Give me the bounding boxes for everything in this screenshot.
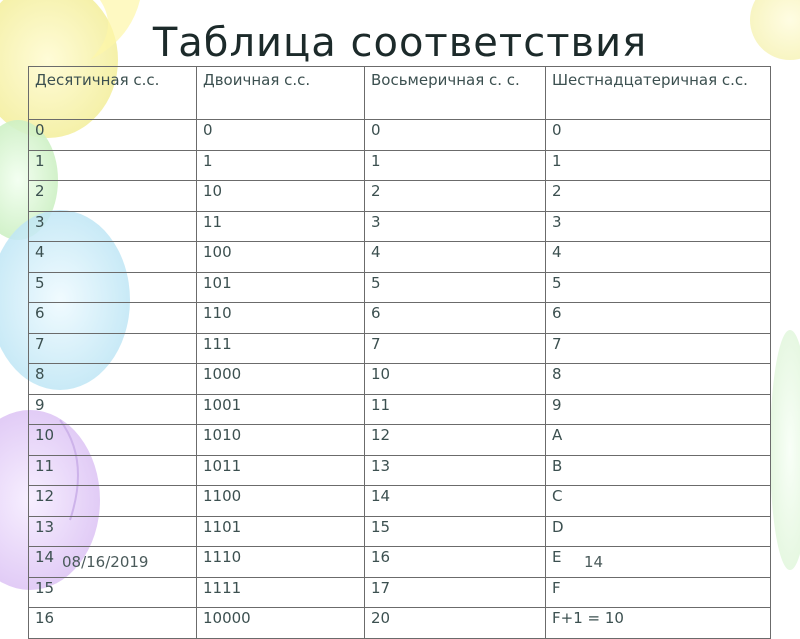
table-row bbox=[29, 577, 771, 608]
cell-hex: E bbox=[546, 547, 771, 578]
cell-binary: 10 bbox=[197, 181, 365, 212]
header-decimal: Десятичная с.с. bbox=[29, 67, 197, 120]
cell-octal: 11 bbox=[365, 394, 546, 425]
table-container bbox=[28, 66, 770, 627]
cell-octal: 6 bbox=[365, 303, 546, 334]
cell-octal: 7 bbox=[365, 333, 546, 364]
cell-binary: 1100 bbox=[197, 486, 365, 517]
cell-binary: 111 bbox=[197, 333, 365, 364]
header-binary: Двоичная с.с. bbox=[197, 67, 365, 120]
cell-binary: 1101 bbox=[197, 516, 365, 547]
cell-decimal: 2 bbox=[29, 181, 197, 212]
slide-page-number: 14 bbox=[584, 553, 604, 571]
cell-hex: 8 bbox=[546, 364, 771, 395]
cell-binary: 1111 bbox=[197, 577, 365, 608]
cell-decimal: 4 bbox=[29, 242, 197, 273]
cell-hex: C bbox=[546, 486, 771, 517]
cell-octal: 4 bbox=[365, 242, 546, 273]
table-row bbox=[29, 211, 771, 242]
cell-decimal: 6 bbox=[29, 303, 197, 334]
cell-decimal: 7 bbox=[29, 333, 197, 364]
cell-decimal: 12 bbox=[29, 486, 197, 517]
cell-octal: 16 bbox=[365, 547, 546, 578]
table-row bbox=[29, 303, 771, 334]
slide-title: Таблица соответствия bbox=[152, 20, 648, 66]
cell-hex: 6 bbox=[546, 303, 771, 334]
cell-binary: 1110 bbox=[197, 547, 365, 578]
cell-hex: D bbox=[546, 516, 771, 547]
cell-binary: 100 bbox=[197, 242, 365, 273]
cell-hex: 7 bbox=[546, 333, 771, 364]
table-row bbox=[29, 242, 771, 273]
cell-decimal: 9 bbox=[29, 394, 197, 425]
cell-hex: 9 bbox=[546, 394, 771, 425]
cell-binary: 10000 bbox=[197, 608, 365, 639]
cell-hex: 2 bbox=[546, 181, 771, 212]
table-row bbox=[29, 150, 771, 181]
cell-hex: F+1 = 10 bbox=[546, 608, 771, 639]
slide-date: 08/16/2019 bbox=[62, 553, 149, 571]
cell-decimal: 1 bbox=[29, 150, 197, 181]
cell-decimal: 11 bbox=[29, 455, 197, 486]
table-row bbox=[29, 364, 771, 395]
header-hex: Шестнадцатеричная с.с. bbox=[546, 67, 771, 120]
cell-binary: 1001 bbox=[197, 394, 365, 425]
table-row bbox=[29, 486, 771, 517]
cell-octal: 13 bbox=[365, 455, 546, 486]
cell-octal: 10 bbox=[365, 364, 546, 395]
cell-binary: 1 bbox=[197, 150, 365, 181]
cell-decimal: 3 bbox=[29, 211, 197, 242]
table-row bbox=[29, 181, 771, 212]
cell-decimal: 14 bbox=[29, 547, 197, 578]
cell-hex: 1 bbox=[546, 150, 771, 181]
table-row bbox=[29, 394, 771, 425]
cell-hex: 3 bbox=[546, 211, 771, 242]
cell-hex: 4 bbox=[546, 242, 771, 273]
table-row bbox=[29, 455, 771, 486]
cell-hex: 5 bbox=[546, 272, 771, 303]
cell-hex: F bbox=[546, 577, 771, 608]
cell-decimal: 10 bbox=[29, 425, 197, 456]
cell-octal: 3 bbox=[365, 211, 546, 242]
cell-binary: 11 bbox=[197, 211, 365, 242]
cell-binary: 1000 bbox=[197, 364, 365, 395]
cell-binary: 1010 bbox=[197, 425, 365, 456]
cell-hex: 0 bbox=[546, 120, 771, 151]
cell-octal: 0 bbox=[365, 120, 546, 151]
cell-binary: 101 bbox=[197, 272, 365, 303]
cell-decimal: 13 bbox=[29, 516, 197, 547]
cell-binary: 110 bbox=[197, 303, 365, 334]
cell-octal: 1 bbox=[365, 150, 546, 181]
cell-decimal: 8 bbox=[29, 364, 197, 395]
table-row bbox=[29, 425, 771, 456]
table-row bbox=[29, 608, 771, 639]
cell-octal: 15 bbox=[365, 516, 546, 547]
table-row bbox=[29, 272, 771, 303]
table-row bbox=[29, 516, 771, 547]
cell-octal: 14 bbox=[365, 486, 546, 517]
cell-octal: 20 bbox=[365, 608, 546, 639]
cell-octal: 2 bbox=[365, 181, 546, 212]
table-header-row bbox=[29, 67, 771, 120]
cell-octal: 17 bbox=[365, 577, 546, 608]
cell-decimal: 16 bbox=[29, 608, 197, 639]
cell-octal: 12 bbox=[365, 425, 546, 456]
cell-decimal: 0 bbox=[29, 120, 197, 151]
cell-octal: 5 bbox=[365, 272, 546, 303]
cell-decimal: 5 bbox=[29, 272, 197, 303]
cell-decimal: 15 bbox=[29, 577, 197, 608]
table-row bbox=[29, 333, 771, 364]
cell-binary: 1011 bbox=[197, 455, 365, 486]
cell-hex: A bbox=[546, 425, 771, 456]
table-row bbox=[29, 120, 771, 151]
cell-binary: 0 bbox=[197, 120, 365, 151]
cell-hex: B bbox=[546, 455, 771, 486]
header-octal: Восьмеричная с. с. bbox=[365, 67, 546, 120]
